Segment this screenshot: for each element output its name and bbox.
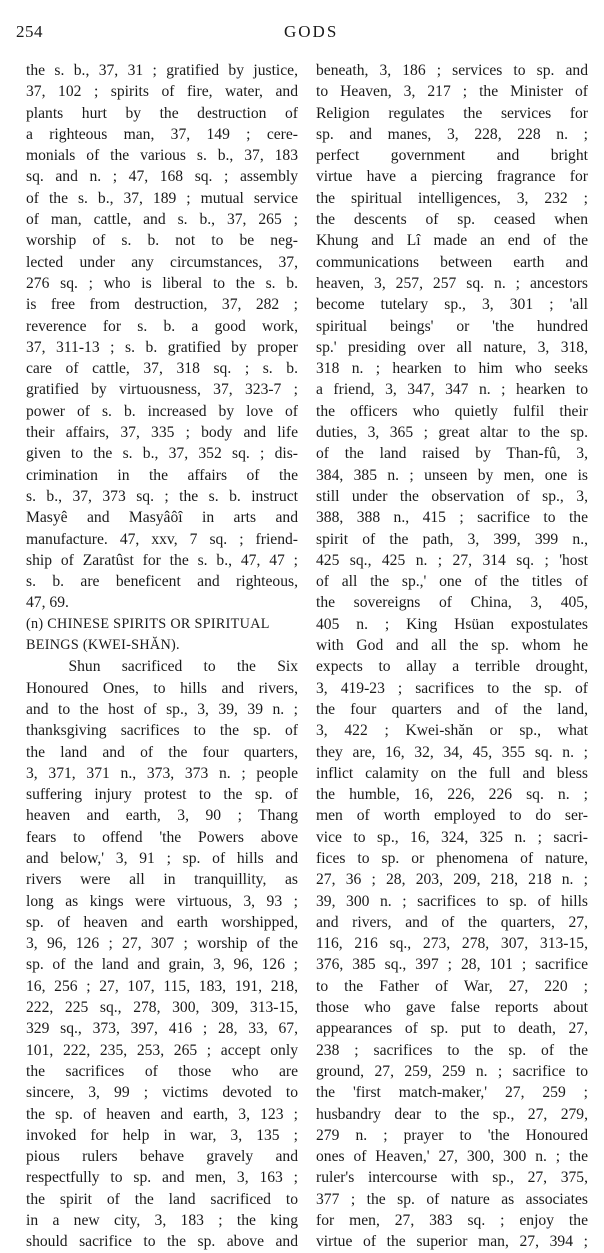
index-entry-line: spirit of the path, 3, 399, 399 n., <box>316 530 588 548</box>
index-entry-line: the 'first match-maker,' 27, 259 ; <box>316 1084 588 1102</box>
index-entry-line: sp. of heaven and earth worshipped, <box>26 913 298 931</box>
index-entry-line: 276 sq. ; who is liberal to the s. b. <box>26 274 298 292</box>
index-entry-line: perfect government and bright <box>316 147 588 165</box>
index-entry-line: a righteous man, 37, 149 ; cere- <box>26 125 298 143</box>
index-entry-line: sp. of the land and grain, 3, 96, 126 ; <box>26 956 298 974</box>
index-entry-line: in a new city, 3, 183 ; the king <box>26 1212 298 1230</box>
index-entry-line: heaven and earth, 3, 90 ; Thang <box>26 807 298 825</box>
index-entry-line: manufacture. 47, xxv, 7 sq. ; friend- <box>26 530 298 548</box>
index-entry-line: the spiritual intelligences, 3, 232 ; <box>316 189 588 207</box>
index-entry-line: fears to offend 'the Powers above <box>26 828 298 846</box>
index-entry-line: sq. and n. ; 47, 168 sq. ; assembly <box>26 168 298 186</box>
index-entry-line: ground, 27, 259, 259 n. ; sacrifice to <box>316 1062 588 1080</box>
index-entry-line: ship of Zaratûst for the s. b., 47, 47 ; <box>26 551 298 569</box>
index-entry-line: should sacrifice to the sp. above and <box>26 1233 298 1251</box>
index-entry-line: Masyê and Masyâôî in arts and <box>26 509 298 527</box>
index-entry-line: the land and of the four quarters, <box>26 743 298 761</box>
index-entry-line: for men, 27, 383 sq. ; enjoy the <box>316 1212 588 1230</box>
index-entry-line: Religion regulates the services for <box>316 104 588 122</box>
index-entry-line: spiritual beings' or 'the hundred <box>316 317 588 335</box>
index-entry-line: power of s. b. increased by love of <box>26 402 298 420</box>
index-entry-line: to Heaven, 3, 217 ; the Minister of <box>316 83 588 101</box>
index-entry-line: duties, 3, 365 ; great altar to the sp. <box>316 424 588 442</box>
index-entry-line: 425 sq., 425 n. ; 27, 314 sq. ; 'host <box>316 551 588 569</box>
index-entry-line: those who gave false reports about <box>316 999 588 1017</box>
index-entry-line: 222, 225 sq., 278, 300, 309, 313-15, <box>26 999 298 1017</box>
index-entry-line: 27, 36 ; 28, 203, 209, 218, 218 n. ; <box>316 871 588 889</box>
index-entry-line: appearances of sp. put to death, 27, <box>316 1020 588 1038</box>
index-entry-line: monials of the various s. b., 37, 183 <box>26 147 298 165</box>
index-entry-line: Shun sacrificed to the Six <box>26 658 298 676</box>
index-entry-line: sincere, 3, 99 ; victims devoted to <box>26 1084 298 1102</box>
left-column <box>26 60 298 1253</box>
index-entry-line: lected under any circumstances, 37, <box>26 253 298 271</box>
index-entry-line: and to the host of sp., 3, 39, 39 n. ; <box>26 700 298 718</box>
index-entry-line: invoked for help in war, 3, 135 ; <box>26 1126 298 1144</box>
index-entry-line: 384, 385 n. ; unseen by men, one is <box>316 466 588 484</box>
index-entry-line: still under the observation of sp., 3, <box>316 487 588 505</box>
index-entry-line: the sp. of heaven and earth, 3, 123 ; <box>26 1105 298 1123</box>
index-entry-line: 39, 300 n. ; sacrifices to sp. of hills <box>316 892 588 910</box>
index-entry-line: s. b., 37, 373 sq. ; the s. b. instruct <box>26 487 298 505</box>
index-entry-line: and rivers, and of the quarters, 27, <box>316 913 588 931</box>
index-entry-line: 47, 69. <box>26 594 69 612</box>
index-entry-line: 329 sq., 373, 397, 416 ; 28, 33, 67, <box>26 1020 298 1038</box>
index-entry-line: 376, 385 sq., 397 ; 28, 101 ; sacrifice <box>316 956 588 974</box>
index-entry-line: husbandry dear to the sp., 27, 279, <box>316 1105 588 1123</box>
index-entry-line: 37, 311-13 ; s. b. gratified by proper <box>26 338 298 356</box>
page-number: 254 <box>16 22 43 41</box>
index-entry-line: rivers were all in tranquillity, as <box>26 871 298 889</box>
index-entry-line: 405 n. ; King Hsüan expostulates <box>316 615 588 633</box>
index-entry-line: 16, 256 ; 27, 107, 115, 183, 191, 218, <box>26 977 298 995</box>
index-entry-line: become tutelary sp., 3, 301 ; 'all <box>316 296 588 314</box>
section-heading-line: (n) CHINESE SPIRITS OR SPIRITUAL <box>26 615 270 632</box>
index-entry-line: suffering injury protest to the sp. of <box>26 786 298 804</box>
index-entry-line: sp.' presiding over all nature, 3, 318, <box>316 338 588 356</box>
index-entry-line: 3, 96, 126 ; 27, 307 ; worship of the <box>26 935 298 953</box>
index-entry-line: given to the s. b., 37, 352 sq. ; dis- <box>26 445 298 463</box>
index-entry-line: 37, 102 ; spirits of fire, water, and <box>26 83 298 101</box>
index-entry-line: of man, cattle, and s. b., 37, 265 ; <box>26 211 298 229</box>
index-entry-line: the humble, 16, 226, 226 sq. n. ; <box>316 786 588 804</box>
index-entry-line: their affairs, 37, 335 ; body and life <box>26 424 298 442</box>
index-entry-line: the sovereigns of China, 3, 405, <box>316 594 588 612</box>
page-header <box>16 22 580 46</box>
index-entry-line: reverence for s. b. a good work, <box>26 317 298 335</box>
index-entry-line: plants hurt by the destruction of <box>26 104 298 122</box>
index-entry-line: 318 n. ; hearken to him who seeks <box>316 360 588 378</box>
index-entry-line: 377 ; the sp. of nature as associates <box>316 1190 588 1208</box>
index-entry-line: virtue of the superior man, 27, 394 ; <box>316 1233 588 1251</box>
index-entry-line: the descents of sp. ceased when <box>316 211 588 229</box>
index-entry-line: beneath, 3, 186 ; services to sp. and <box>316 62 588 79</box>
running-title: GODS <box>284 22 339 41</box>
index-entry-line: the sacrifices of those who are <box>26 1062 298 1080</box>
index-entry-line: of the s. b., 37, 189 ; mutual service <box>26 189 298 207</box>
index-entry-line: thanksgiving sacrifices to the sp. of <box>26 722 298 740</box>
index-entry-line: 3, 371, 371 n., 373, 373 n. ; people <box>26 764 298 782</box>
index-entry-line: 279 n. ; prayer to 'the Honoured <box>316 1126 588 1144</box>
index-entry-line: and below,' 3, 91 ; sp. of hills and <box>26 849 298 867</box>
index-entry-line: gratified by virtuousness, 37, 323-7 ; <box>26 381 298 399</box>
index-entry-line: 3, 422 ; Kwei-shăn or sp., what <box>316 722 588 740</box>
index-entry-line: expects to allay a terrible drought, <box>316 658 588 676</box>
index-entry-line: ruler's intercourse with sp., 27, 375, <box>316 1169 588 1187</box>
index-entry-line: pious rulers behave gravely and <box>26 1148 298 1166</box>
index-entry-line: 3, 419-23 ; sacrifices to the sp. of <box>316 679 588 697</box>
right-column <box>316 60 588 1253</box>
index-entry-line: men of worth employed to do ser- <box>316 807 588 825</box>
index-entry-line: virtue have a piercing fragrance for <box>316 168 588 186</box>
index-entry-line: 116, 216 sq., 273, 278, 307, 313-15, <box>316 935 588 953</box>
index-entry-line: the spirit of the land sacrificed to <box>26 1190 298 1208</box>
index-entry-line: 388, 388 n., 415 ; sacrifice to the <box>316 509 588 527</box>
index-entry-line: s. b. are beneficent and righteous, <box>26 573 298 591</box>
index-entry-line: they are, 16, 32, 34, 45, 355 sq. n. ; <box>316 743 588 761</box>
index-entry-line: long as kings were virtuous, 3, 93 ; <box>26 892 298 910</box>
index-entry-line: with God and all the sp. whom he <box>316 637 588 655</box>
index-entry-line: Honoured Ones, to hills and rivers, <box>26 679 298 697</box>
index-entry-line: heaven, 3, 257, 257 sq. n. ; ancestors <box>316 274 588 292</box>
index-entry-line: vice to sp., 16, 324, 325 n. ; sacri- <box>316 828 588 846</box>
index-entry-line: the four quarters and of the land, <box>316 700 588 718</box>
index-entry-line: inflict calamity on the full and bless <box>316 764 588 782</box>
index-entry-line: the s. b., 37, 31 ; gratified by justice, <box>26 62 298 79</box>
index-entry-line: care of cattle, 37, 318 sq. ; s. b. <box>26 360 298 378</box>
index-entry-line: is free from destruction, 37, 282 ; <box>26 296 298 314</box>
index-entry-line: sp. and manes, 3, 228, 228 n. ; <box>316 125 588 143</box>
index-entry-line: fices to sp. or phenomena of nature, <box>316 849 588 867</box>
index-entry-line: a friend, 3, 347, 347 n. ; hearken to <box>316 381 588 399</box>
index-entry-line: the officers who quietly fulfil their <box>316 402 588 420</box>
index-entry-line: of all the sp.,' one of the titles of <box>316 573 588 591</box>
index-entry-line: Khung and Lî made an end of the <box>316 232 588 250</box>
index-entry-line: of the land raised by Than-fû, 3, <box>316 445 588 463</box>
index-entry-line: ones of Heaven,' 27, 300, 300 n. ; the <box>316 1148 588 1166</box>
index-entry-line: to the Father of War, 27, 220 ; <box>316 977 588 995</box>
index-entry-line: worship of s. b. not to be neg- <box>26 232 298 250</box>
index-entry-line: communications between earth and <box>316 253 588 271</box>
section-heading-line: BEINGS (KWEI-SHĂN). <box>26 637 180 654</box>
index-entry-line: 238 ; sacrifices to the sp. of the <box>316 1041 588 1059</box>
index-entry-line: 101, 222, 235, 253, 265 ; accept only <box>26 1041 298 1059</box>
index-entry-line: crimination in the affairs of the <box>26 466 298 484</box>
index-entry-line: respectfully to sp. and men, 3, 163 ; <box>26 1169 298 1187</box>
